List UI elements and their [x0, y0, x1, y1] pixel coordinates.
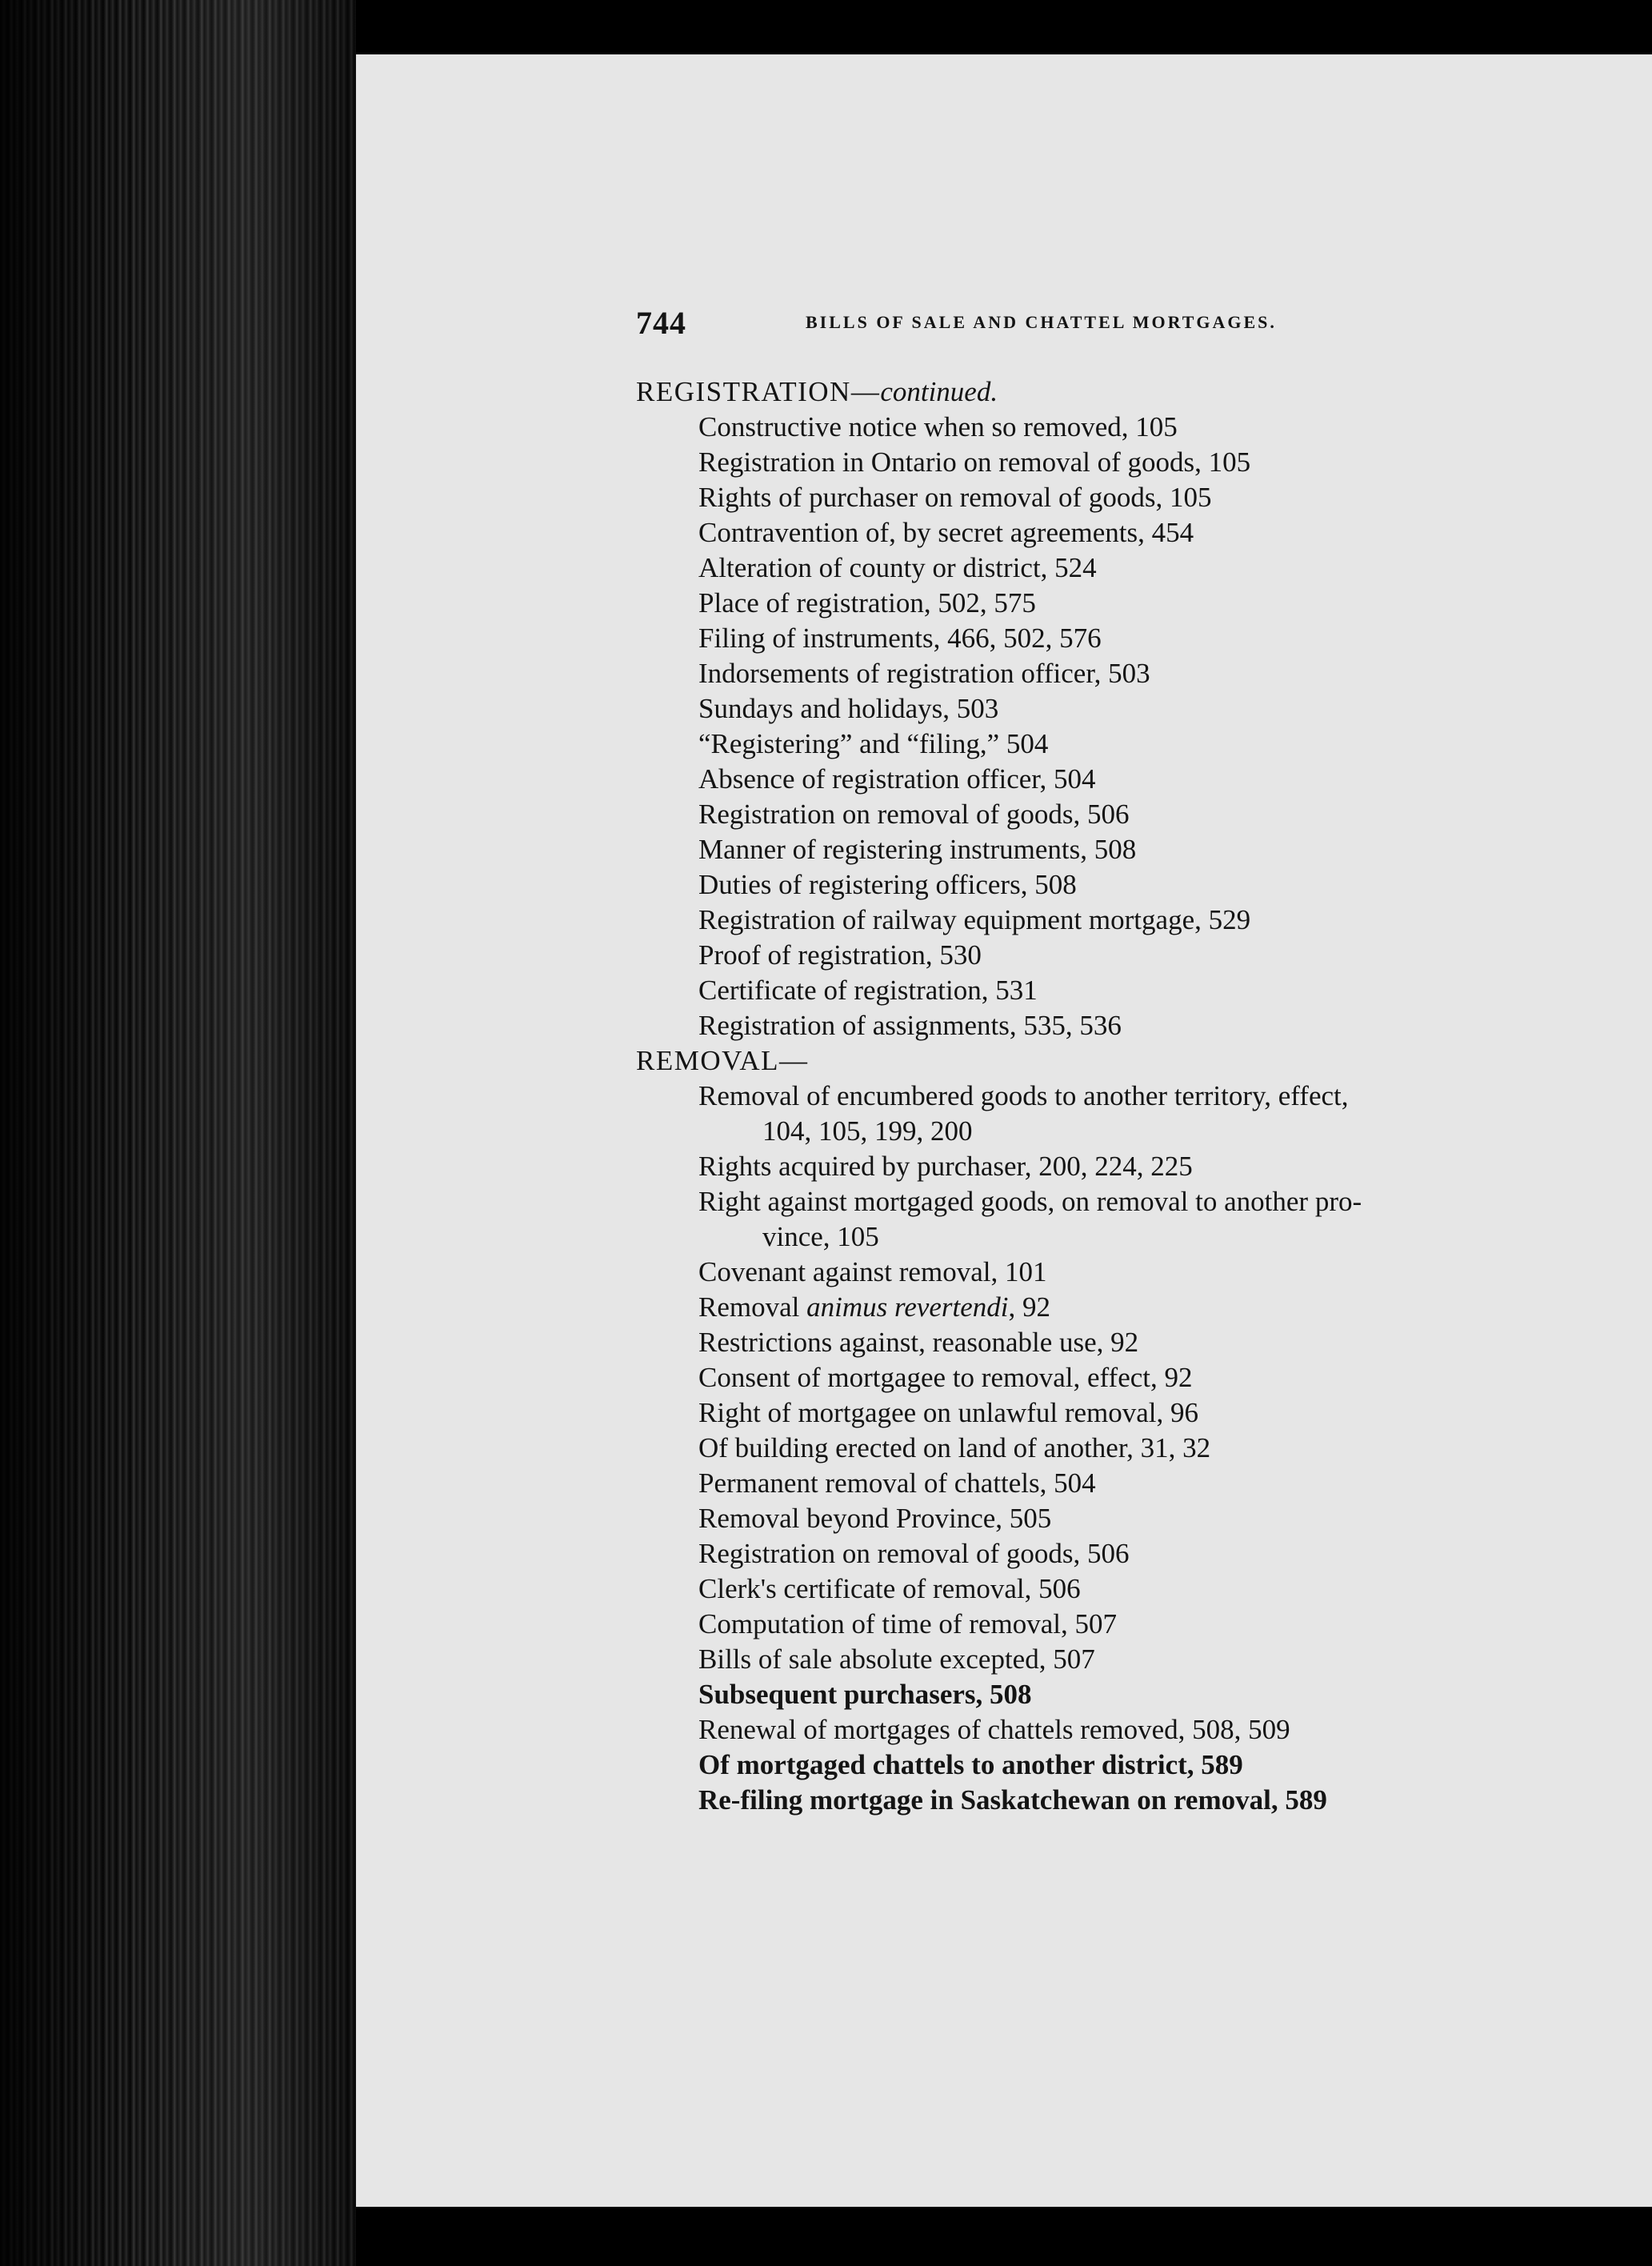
- index-entry: Indorsements of registration officer, 503: [698, 658, 1150, 689]
- running-title: BILLS OF SALE AND CHATTEL MORTGAGES.: [806, 312, 1277, 332]
- index-entry: Registration on removal of goods, 506: [698, 1538, 1130, 1569]
- book-page: [356, 54, 1652, 2207]
- index-entry: Registration in Ontario on removal of goods, 105: [698, 446, 1251, 478]
- index-entry: Covenant against removal, 101: [698, 1256, 1047, 1287]
- latin-phrase: animus revertendi: [806, 1291, 1009, 1323]
- index-entry: Rights of purchaser on removal of goods, 105: [698, 482, 1212, 513]
- index-entry: Duties of registering officers, 508: [698, 869, 1077, 900]
- heading-text: REGISTRATION—: [636, 376, 881, 407]
- index-entry: Right of mortgagee on unlawful removal, 96: [698, 1397, 1198, 1428]
- index-entry: Registration of railway equipment mortgage, 529: [698, 904, 1251, 935]
- index-entry: Rights acquired by purchaser, 200, 224, 225: [698, 1151, 1193, 1182]
- index-entry: Re-filing mortgage in Saskatchewan on removal, 589: [698, 1784, 1327, 1816]
- index-entry: Proof of registration, 530: [698, 939, 982, 971]
- entry-line: Removal of encumbered goods to another territory, effect,: [698, 1080, 1349, 1111]
- index-entry: Manner of registering instruments, 508: [698, 834, 1137, 865]
- index-entry: Removal beyond Province, 505: [698, 1503, 1052, 1534]
- index-entry: Renewal of mortgages of chattels removed, 508, 509: [698, 1714, 1290, 1745]
- page-header: [636, 304, 1652, 344]
- index-entry: “Registering” and “filing,” 504: [698, 728, 1049, 759]
- index-entry: [636, 1290, 1596, 1325]
- index-heading-registration: [636, 374, 1596, 410]
- entry-continuation: vince, 105: [762, 1221, 879, 1252]
- index-entry: Of mortgaged chattels to another district, 589: [698, 1749, 1243, 1780]
- index-entry: Permanent removal of chattels, 504: [698, 1467, 1096, 1499]
- index-entry: Alteration of county or district, 524: [698, 552, 1097, 583]
- index-entry: [636, 1079, 1596, 1149]
- index-entry: Of building erected on land of another, 31, 32: [698, 1432, 1211, 1463]
- heading-continued: continued.: [880, 376, 998, 407]
- index-entry: Certificate of registration, 531: [698, 975, 1038, 1006]
- index-entry: Constructive notice when so removed, 105: [698, 411, 1178, 442]
- index-entry: Absence of registration officer, 504: [698, 763, 1096, 795]
- index-entry: Consent of mortgagee to removal, effect, 92: [698, 1362, 1193, 1393]
- index-entry: Registration on removal of goods, 506: [698, 799, 1130, 830]
- index-entry: [636, 1184, 1596, 1255]
- index-heading-removal: REMOVAL—: [636, 1045, 809, 1076]
- index-entry: Subsequent purchasers, 508: [698, 1679, 1032, 1710]
- book-page-edges: [0, 0, 356, 2266]
- entry-line: Right against mortgaged goods, on removal to another pro-: [698, 1186, 1362, 1217]
- index-entry: Registration of assignments, 535, 536: [698, 1010, 1122, 1041]
- entry-page-ref: , 92: [1008, 1291, 1051, 1323]
- index-entry: Filing of instruments, 466, 502, 576: [698, 623, 1102, 654]
- entry-continuation: 104, 105, 199, 200: [762, 1115, 973, 1147]
- index-listing: [636, 374, 1596, 1818]
- index-entry: Clerk's certificate of removal, 506: [698, 1573, 1081, 1604]
- index-entry: Place of registration, 502, 575: [698, 587, 1036, 619]
- index-entry: Restrictions against, reasonable use, 92: [698, 1327, 1139, 1358]
- index-entry: Bills of sale absolute excepted, 507: [698, 1643, 1095, 1675]
- index-entry: Computation of time of removal, 507: [698, 1608, 1117, 1639]
- index-entry: Sundays and holidays, 503: [698, 693, 999, 724]
- page-number: 744: [636, 305, 686, 341]
- index-entry: Contravention of, by secret agreements, 454: [698, 517, 1194, 548]
- entry-text: Removal: [698, 1291, 807, 1323]
